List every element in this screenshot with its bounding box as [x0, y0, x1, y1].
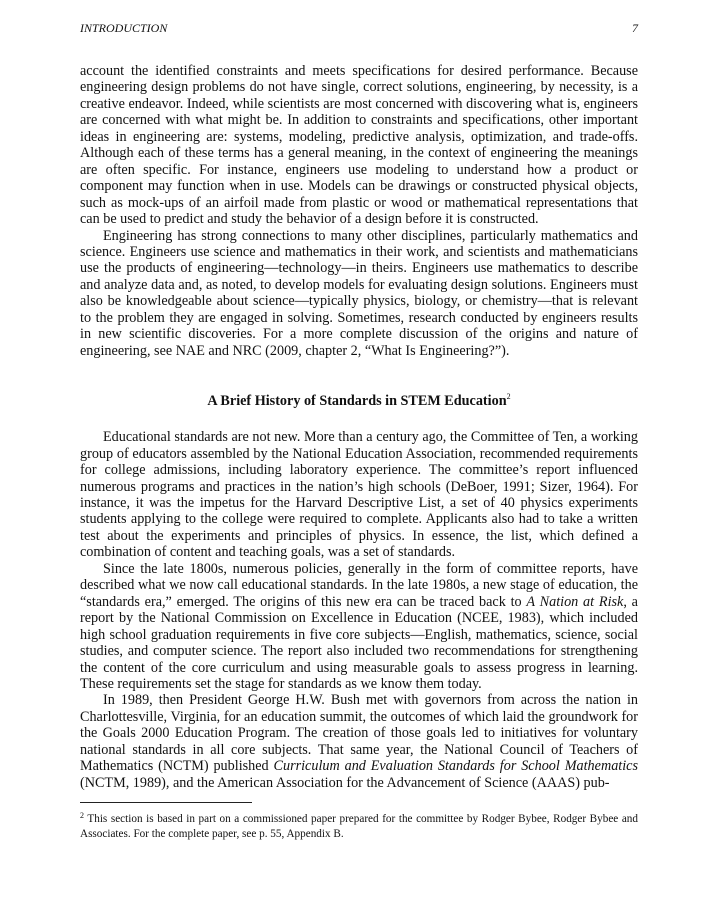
- paragraph-educational-standards: Educational standards are not new. More than a century ago, the Committee of Ten, a working group of educators assembled by the National Education Association, recommended requirements for college admissions, including laboratory experience. The committee’s report influenced numerous programs and practices in the nation’s high schools (DeBoer, 1991; Sizer, 1964). For instance, it was the impetus for the Harvard Descriptive List, a set of 40 physics experiments students applying to the college were required to complete. Applicants also had to take a written test about the experiments and principles of physics. In essence, the list, which defined a combination of content and teaching goals, was a set of standards.: [80, 429, 638, 561]
- footnote-marker: 2: [80, 811, 84, 820]
- paragraph-standards-era: [80, 561, 638, 693]
- page-body: [80, 63, 638, 791]
- section-heading: [80, 389, 638, 409]
- paragraph-text: In 1989, then President George H.W. Bush met with governors from across the nation in Charlottesville, Virginia, for an education summit, the outcomes of which laid the groundwork for the Goals 2000 Education Program. The creation of those goals led to initiatives for voluntary national standards in all core subjects. That same year, the National Council of Teachers of Mathematics (NCTM) published: [80, 692, 638, 775]
- publication-title: Curriculum and Evaluation Standards for School Mathematics: [273, 758, 638, 775]
- running-header: [80, 21, 638, 35]
- footnote-text: This section is based in part on a commissioned paper prepared for the committee by Rodger Bybee, Rodger Bybee and Associates. For the complete paper, see p. 55, Appendix B.: [80, 813, 638, 840]
- footnote-reference[interactable]: 2: [506, 392, 511, 402]
- section-heading-text: A Brief History of Standards in STEM Education: [207, 393, 507, 410]
- paragraph-text: (NCTM, 1989), and the American Association for the Advancement of Science (AAAS) pub-: [80, 774, 610, 791]
- paragraph-education-summit: [80, 692, 638, 791]
- running-title: INTRODUCTION: [80, 21, 168, 35]
- footnote: [80, 808, 638, 842]
- paragraph-text: Since the late 1800s, numerous policies, generally in the form of committee reports, have described what we now call educational standards. In the late 1980s, a new stage of education, the “standards era,” emerged. The origins of this new era can be traced back to: [80, 560, 638, 610]
- report-title: A Nation at Risk: [526, 593, 624, 610]
- paragraph-constraints: account the identified constraints and meets specifications for desired performance. Because engineering design problems do not have single, correct solutions, engineering, by necessity, is a creative endeavor. Indeed, while scientists are most concerned with discovering what is, engineers are concerned with what might be. In addition to constraints and specifications, other important ideas in engineering are: systems, modeling, predictive analysis, optimization, and trade-offs. Although each of these terms has a general meaning, in the context of engineering the meanings are often specific. For instance, engineers use modeling to understand how a product or component may function when in use. Models can be drawings or constructed physical objects, such as mock-ups of an airfoil made from plastic or wood or mathematical representations that can be used to predict and study the behavior of a design before it is constructed.: [80, 63, 638, 228]
- paragraph-connections: Engineering has strong connections to many other disciplines, particularly mathematics and science. Engineers use science and mathematics in their work, and scientists and mathematicians use the products of engineering—technology—in theirs. Engineers use mathematics to describe and analyze data and, as noted, to develop models for evaluating design solutions. Engineers must also be knowledgeable about science—typically physics, biology, or chemistry—that is relevant to the problem they are engaged in solving. Sometimes, research conducted by engineers results in new scientific discoveries. For a more complete discussion of the origins and nature of engineering, see NAE and NRC (2009, chapter 2, “What Is Engineering?”).: [80, 227, 638, 359]
- paragraph-text: , a report by the National Commission on Excellence in Education (NCEE, 1983), which included high school graduation requirements in five core subjects—English, mathematics, science, social studies, and computer science. The report also included two recommendations for strengthening the content of the core curriculum and using measurable goals to assess progress in learning. These requirements set the stage for standards as we know them today.: [80, 593, 638, 692]
- footnote-divider: [80, 802, 252, 803]
- page-number: 7: [632, 21, 638, 35]
